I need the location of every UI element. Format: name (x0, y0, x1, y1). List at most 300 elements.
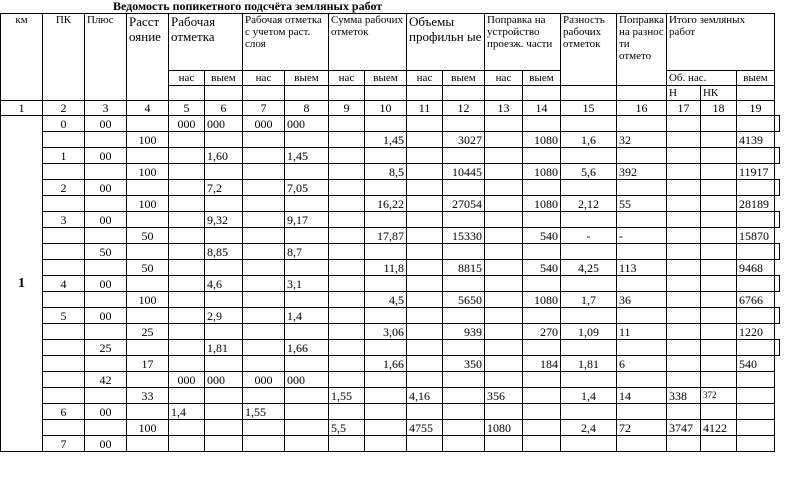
table-cell: 100 (127, 196, 169, 212)
table-cell: 4,5 (365, 292, 407, 308)
table-cell (700, 356, 736, 372)
table-cell (329, 340, 365, 356)
table-cell: 5 (43, 308, 85, 324)
table-cell (205, 228, 243, 244)
table-cell (43, 244, 85, 260)
table-cell (617, 372, 667, 388)
table-cell (243, 148, 285, 164)
table-cell (407, 276, 443, 292)
table-cell: 1,4 (169, 404, 205, 420)
table-cell: 11917 (736, 164, 774, 180)
table-cell (243, 132, 285, 148)
table-cell (365, 420, 407, 436)
table-cell (329, 372, 365, 388)
table-cell: 1220 (736, 324, 774, 340)
table-cell: 000 (205, 116, 243, 132)
table-cell (523, 276, 561, 292)
table-cell (243, 276, 285, 292)
table-cell: 28189 (736, 196, 774, 212)
table-cell: 55 (617, 196, 667, 212)
header-diff-marks: Разность рабочих отметок (561, 14, 617, 86)
table-cell: 9,17 (285, 212, 329, 228)
table-cell (127, 340, 169, 356)
table-row (1, 244, 780, 260)
table-cell (43, 164, 85, 180)
table-cell: 17 (127, 356, 169, 372)
table-row (1, 212, 780, 228)
table-cell (85, 260, 127, 276)
table-cell: 2,9 (205, 308, 243, 324)
table-cell (169, 164, 205, 180)
table-cell: 000 (285, 372, 329, 388)
table-cell (485, 340, 523, 356)
table-cell (736, 308, 774, 324)
table-cell (127, 180, 169, 196)
table-cell (85, 164, 127, 180)
table-cell (285, 228, 329, 244)
table-cell: 6 (43, 404, 85, 420)
table-cell: 2,12 (561, 196, 617, 212)
header-correction: Поправка на устройство проезж. части (485, 14, 561, 71)
table-cell (617, 116, 667, 132)
column-number: 14 (523, 101, 561, 116)
table-cell (443, 116, 485, 132)
header-pk: ПК (43, 14, 85, 101)
table-cell: 1,09 (561, 324, 617, 340)
table-cell: 4755 (407, 420, 443, 436)
sub-nas-9: нас (329, 71, 365, 86)
table-cell: 17,87 (365, 228, 407, 244)
table-cell: 50 (127, 260, 169, 276)
table-cell: 1,45 (285, 148, 329, 164)
table-cell: 000 (169, 116, 205, 132)
table-cell (561, 116, 617, 132)
table-cell (700, 404, 736, 420)
table-cell (666, 132, 700, 148)
table-cell: 356 (485, 388, 523, 404)
table-cell: 27054 (443, 196, 485, 212)
table-cell (243, 260, 285, 276)
table-cell (666, 308, 700, 324)
table-cell (43, 420, 85, 436)
table-cell (561, 372, 617, 388)
table-cell: 000 (169, 372, 205, 388)
table-cell (407, 212, 443, 228)
table-cell (169, 292, 205, 308)
table-cell (205, 132, 243, 148)
table-cell (329, 244, 365, 260)
table-cell: 25 (127, 324, 169, 340)
table-cell (243, 340, 285, 356)
column-number: 13 (485, 101, 523, 116)
sub-viem-14: выем (523, 71, 561, 86)
table-cell: 000 (243, 116, 285, 132)
table-cell (443, 276, 485, 292)
table-cell (169, 228, 205, 244)
table-row (1, 436, 780, 452)
table-row (1, 404, 780, 420)
column-number: 1 (1, 101, 43, 116)
table-cell: 9,32 (205, 212, 243, 228)
table-cell (666, 276, 700, 292)
table-cell: - (561, 228, 617, 244)
table-cell: 000 (285, 116, 329, 132)
earthwork-table (0, 13, 780, 452)
table-cell (169, 340, 205, 356)
table-cell (365, 404, 407, 420)
header-total: Итого земляных работ (666, 14, 774, 71)
table-cell (561, 212, 617, 228)
table-row (1, 180, 780, 196)
table-cell (285, 260, 329, 276)
table-cell (443, 372, 485, 388)
table-row (1, 228, 780, 244)
table-cell: 7 (43, 436, 85, 452)
table-cell (407, 404, 443, 420)
table-cell (617, 276, 667, 292)
table-cell (205, 196, 243, 212)
table-cell (666, 292, 700, 308)
table-cell (127, 244, 169, 260)
column-number: 17 (666, 101, 700, 116)
table-cell (443, 388, 485, 404)
table-cell (285, 404, 329, 420)
table-cell: 32 (617, 132, 667, 148)
table-cell (666, 228, 700, 244)
table-cell (443, 148, 485, 164)
sub-viem-8: выем (285, 71, 329, 86)
table-cell (43, 388, 85, 404)
table-cell (666, 372, 700, 388)
table-cell: 10445 (443, 164, 485, 180)
table-cell (666, 196, 700, 212)
table-cell: 1,45 (365, 132, 407, 148)
table-row (1, 292, 780, 308)
table-cell: - (617, 228, 667, 244)
table-cell: 4,16 (407, 388, 443, 404)
table-cell (205, 260, 243, 276)
table-cell (205, 324, 243, 340)
table-cell (666, 356, 700, 372)
table-cell (407, 116, 443, 132)
table-cell (43, 260, 85, 276)
table-cell (285, 132, 329, 148)
table-cell (285, 196, 329, 212)
table-cell (285, 164, 329, 180)
table-row (1, 340, 780, 356)
table-cell (169, 276, 205, 292)
table-cell (169, 324, 205, 340)
table-cell: 1,60 (205, 148, 243, 164)
table-cell (443, 212, 485, 228)
table-cell (407, 132, 443, 148)
table-row (1, 260, 780, 276)
table-cell (774, 116, 779, 132)
table-cell (243, 436, 285, 452)
table-cell: 6 (617, 356, 667, 372)
table-cell: 4139 (736, 132, 774, 148)
table-cell (127, 276, 169, 292)
table-cell (407, 436, 443, 452)
table-cell: 100 (127, 420, 169, 436)
table-cell (169, 308, 205, 324)
table-cell (485, 260, 523, 276)
table-cell: 184 (523, 356, 561, 372)
table-cell: 338 (666, 388, 700, 404)
table-cell: 1,81 (205, 340, 243, 356)
table-cell (561, 404, 617, 420)
column-number: 3 (85, 101, 127, 116)
table-cell (774, 212, 779, 228)
table-cell: 113 (617, 260, 667, 276)
table-cell (85, 228, 127, 244)
table-cell (443, 436, 485, 452)
table-cell (485, 164, 523, 180)
table-cell: 1,55 (329, 388, 365, 404)
table-cell (407, 180, 443, 196)
table-cell (243, 196, 285, 212)
table-cell: 00 (85, 212, 127, 228)
table-cell: 1,4 (285, 308, 329, 324)
table-cell (205, 292, 243, 308)
table-cell (407, 164, 443, 180)
table-cell (561, 244, 617, 260)
sub-h: Н (666, 86, 700, 101)
table-cell: 540 (736, 356, 774, 372)
table-cell (43, 372, 85, 388)
table-cell: 372 (700, 388, 736, 404)
table-cell (485, 132, 523, 148)
table-cell: 14 (617, 388, 667, 404)
table-cell (407, 308, 443, 324)
table-cell (205, 420, 243, 436)
table-cell: 4 (43, 276, 85, 292)
table-cell (485, 292, 523, 308)
table-cell (485, 308, 523, 324)
table-cell (700, 276, 736, 292)
column-number: 11 (407, 101, 443, 116)
header-work-mark: Рабочая отметка (169, 14, 243, 71)
table-cell (666, 244, 700, 260)
table-cell (329, 292, 365, 308)
table-cell (523, 180, 561, 196)
table-cell: 3 (43, 212, 85, 228)
table-cell (285, 324, 329, 340)
table-cell (774, 180, 779, 196)
table-cell: 8815 (443, 260, 485, 276)
column-number: 8 (285, 101, 329, 116)
table-cell (736, 436, 774, 452)
table-cell (443, 244, 485, 260)
table-cell (485, 228, 523, 244)
table-cell: 1,66 (365, 356, 407, 372)
table-cell: 15330 (443, 228, 485, 244)
table-cell: 6766 (736, 292, 774, 308)
table-cell (85, 356, 127, 372)
table-cell (617, 340, 667, 356)
table-cell (169, 132, 205, 148)
table-cell (700, 340, 736, 356)
table-cell (43, 196, 85, 212)
column-number: 4 (127, 101, 169, 116)
table-cell (736, 420, 774, 436)
table-cell (561, 436, 617, 452)
header-correction-diff: Поправка на разнос ти отмето (617, 14, 667, 86)
km-cell: 1 (1, 116, 43, 452)
table-cell (443, 340, 485, 356)
table-cell: 00 (85, 116, 127, 132)
table-cell (407, 244, 443, 260)
table-cell (205, 356, 243, 372)
table-cell (407, 356, 443, 372)
table-cell: 1 (43, 148, 85, 164)
table-cell (666, 260, 700, 276)
table-cell (85, 324, 127, 340)
table-row (1, 372, 780, 388)
table-cell (700, 324, 736, 340)
table-cell (285, 388, 329, 404)
table-cell (205, 388, 243, 404)
table-cell (666, 180, 700, 196)
table-cell: 11 (617, 324, 667, 340)
page-title: Ведомость попикетного подсчёта земляных работ (113, 0, 383, 13)
table-cell (736, 180, 774, 196)
table-cell (443, 420, 485, 436)
table-cell: 25 (85, 340, 127, 356)
table-row (1, 420, 780, 436)
table-cell (169, 244, 205, 260)
table-cell (243, 308, 285, 324)
table-cell (169, 180, 205, 196)
header-distance: Расст ояние (127, 14, 169, 101)
table-row (1, 116, 780, 132)
table-cell: 100 (127, 132, 169, 148)
column-number: 9 (329, 101, 365, 116)
table-cell (329, 180, 365, 196)
table-cell (774, 340, 779, 356)
sub-viem-10: выем (365, 71, 407, 86)
table-cell: 00 (85, 276, 127, 292)
sub-nas-5: нас (169, 71, 205, 86)
table-cell (285, 420, 329, 436)
table-cell (329, 132, 365, 148)
table-cell (561, 180, 617, 196)
sub-nas-13: нас (485, 71, 523, 86)
table-cell (666, 164, 700, 180)
column-number: 2 (43, 101, 85, 116)
table-cell (774, 276, 779, 292)
table-cell (329, 308, 365, 324)
sub-nas-7: нас (243, 71, 285, 86)
table-cell (329, 436, 365, 452)
table-cell (700, 436, 736, 452)
table-cell (523, 116, 561, 132)
table-row (1, 148, 780, 164)
table-cell (127, 116, 169, 132)
table-cell (243, 420, 285, 436)
table-cell: 1080 (485, 420, 523, 436)
table-cell (666, 340, 700, 356)
table-cell (365, 212, 407, 228)
table-cell (329, 404, 365, 420)
table-row (1, 308, 780, 324)
table-cell: 4,6 (205, 276, 243, 292)
table-cell (485, 276, 523, 292)
table-cell (523, 388, 561, 404)
table-cell (485, 436, 523, 452)
table-cell (700, 180, 736, 196)
table-cell (329, 196, 365, 212)
table-cell (700, 116, 736, 132)
table-cell (700, 164, 736, 180)
table-cell (736, 148, 774, 164)
table-cell (407, 340, 443, 356)
table-cell (666, 404, 700, 420)
table-cell (700, 292, 736, 308)
table-cell (407, 324, 443, 340)
data-body (1, 116, 780, 452)
table-cell (774, 244, 779, 260)
table-cell: 270 (523, 324, 561, 340)
table-cell (127, 148, 169, 164)
table-cell (736, 116, 774, 132)
table-row (1, 132, 780, 148)
table-cell (85, 388, 127, 404)
table-cell (736, 212, 774, 228)
sub-ob-nas: Об. нас. (666, 71, 736, 86)
table-cell (169, 388, 205, 404)
table-cell: 00 (85, 404, 127, 420)
table-cell (365, 340, 407, 356)
table-cell (243, 164, 285, 180)
table-cell (561, 276, 617, 292)
table-cell: 42 (85, 372, 127, 388)
header-sum-marks: Сумма рабочих отметок (329, 14, 407, 71)
table-cell (43, 228, 85, 244)
table-cell (523, 340, 561, 356)
table-row (1, 388, 780, 404)
column-number: 15 (561, 101, 617, 116)
table-cell (485, 148, 523, 164)
table-cell (329, 212, 365, 228)
table-cell: 1080 (523, 132, 561, 148)
table-cell (329, 276, 365, 292)
table-cell: 1,4 (561, 388, 617, 404)
table-cell (617, 436, 667, 452)
table-cell: 1,66 (285, 340, 329, 356)
table-cell (523, 420, 561, 436)
table-cell: 50 (127, 228, 169, 244)
table-cell (700, 308, 736, 324)
table-cell (407, 260, 443, 276)
table-cell: 50 (85, 244, 127, 260)
table-cell: 540 (523, 260, 561, 276)
table-cell (561, 148, 617, 164)
table-cell (285, 356, 329, 372)
table-cell (205, 436, 243, 452)
table-cell (485, 356, 523, 372)
table-cell (85, 132, 127, 148)
table-cell: 7,2 (205, 180, 243, 196)
table-cell (523, 244, 561, 260)
table-cell (666, 324, 700, 340)
table-cell (666, 116, 700, 132)
table-cell (169, 212, 205, 228)
table-cell (774, 308, 779, 324)
table-cell (700, 244, 736, 260)
table-cell (617, 180, 667, 196)
header-km: км (1, 14, 43, 101)
